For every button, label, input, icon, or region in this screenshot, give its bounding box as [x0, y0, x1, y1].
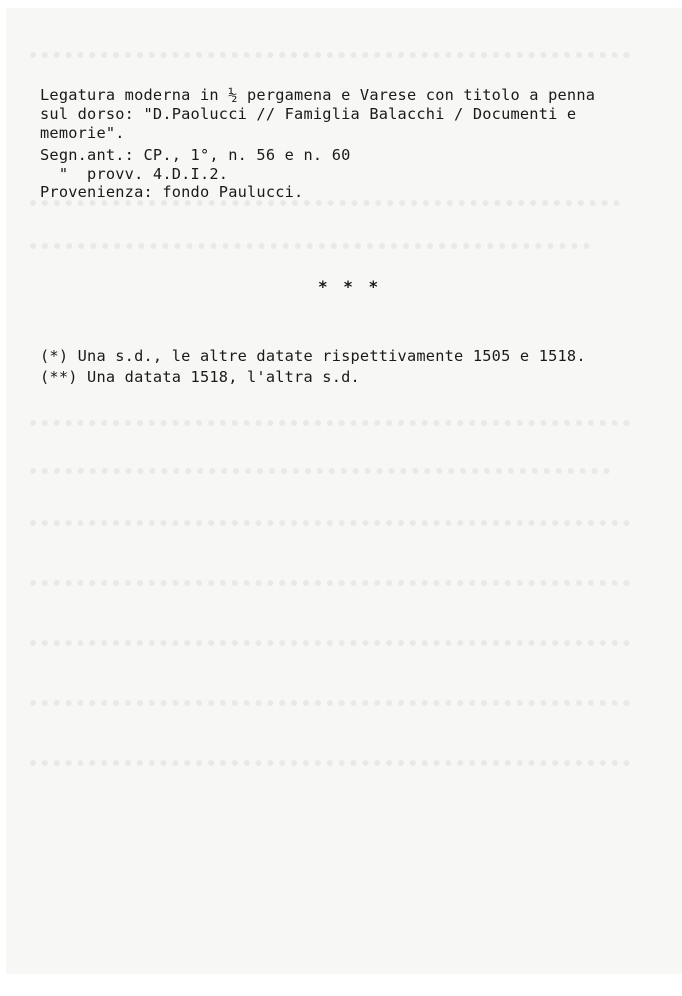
show-through-texture — [30, 52, 630, 59]
segnatura-antica: Segn.ant.: CP., 1°, n. 56 e n. 60 — [40, 146, 351, 164]
show-through-texture — [30, 420, 630, 427]
show-through-texture — [30, 760, 630, 767]
section-separator: * * * — [318, 277, 382, 296]
scan-border-bottom — [0, 974, 682, 996]
footnote-1: (*) Una s.d., le altre datate rispettivamente 1505 e 1518. — [40, 347, 586, 365]
show-through-texture — [30, 640, 630, 647]
show-through-texture — [30, 700, 630, 707]
scan-border-top — [0, 0, 682, 8]
show-through-texture — [30, 243, 590, 250]
show-through-texture — [30, 468, 610, 475]
provenienza: Provenienza: fondo Paulucci. — [40, 183, 304, 201]
footnote-2: (**) Una datata 1518, l'altra s.d. — [40, 368, 360, 386]
show-through-texture — [30, 580, 630, 587]
scan-border-left — [0, 0, 6, 996]
show-through-texture — [30, 520, 630, 527]
segnatura-provvisoria: " provv. 4.D.I.2. — [40, 165, 229, 183]
binding-description-line-1: Legatura moderna in ½ pergamena e Varese con titolo a penna — [40, 86, 596, 104]
binding-description-line-3: memorie". — [40, 124, 125, 142]
binding-description-line-2: sul dorso: "D.Paolucci // Famiglia Balacchi / Documenti e — [40, 105, 577, 123]
